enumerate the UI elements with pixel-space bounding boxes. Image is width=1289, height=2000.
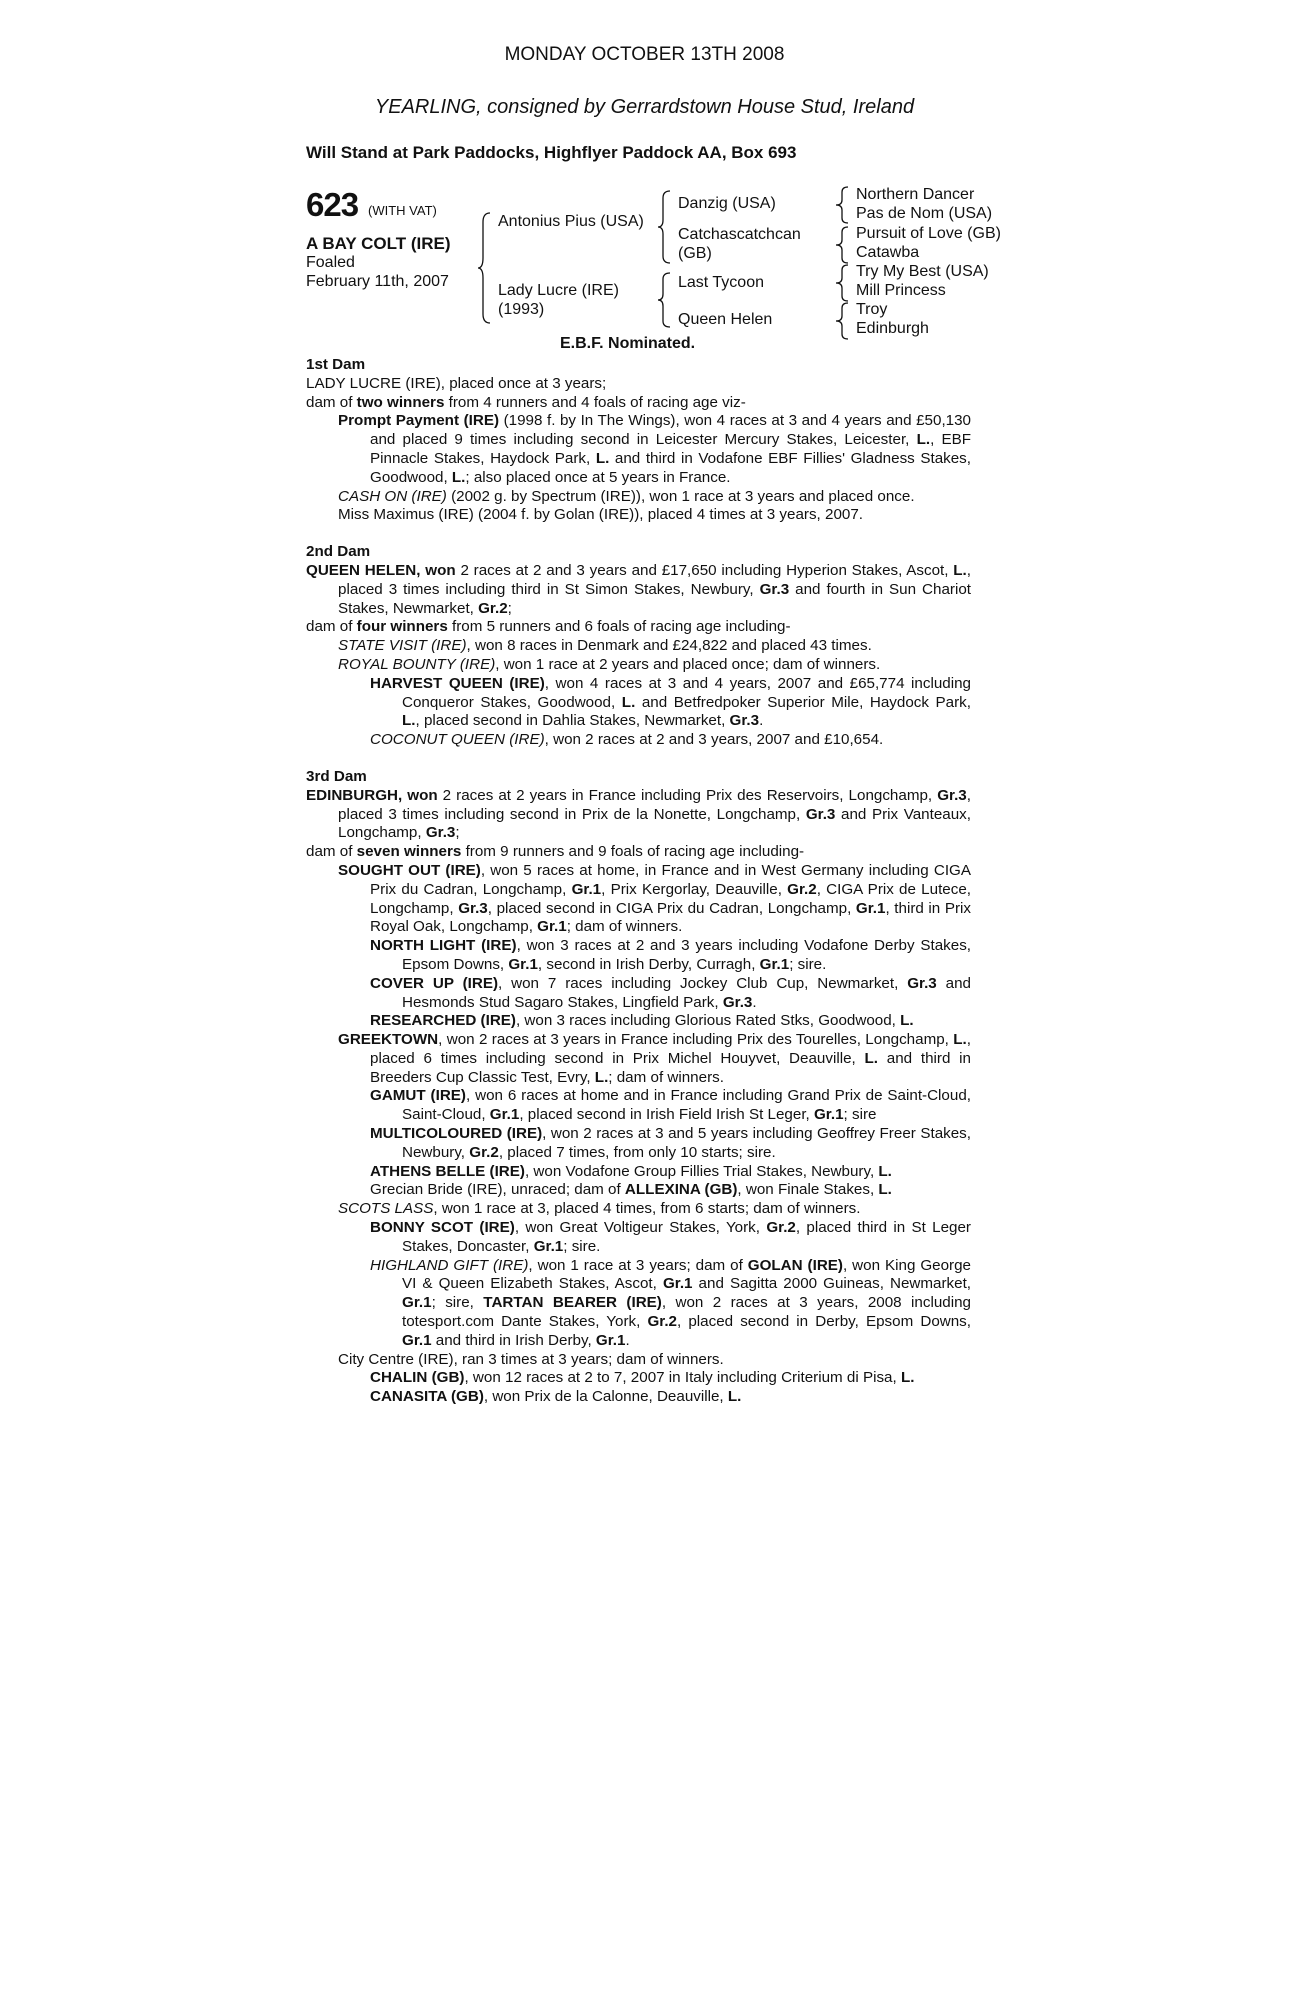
entry-miss-maximus: Miss Maximus (IRE) (2004 f. by Golan (IRE)), placed 4 times at 3 years, 2007. [338,506,863,524]
first-dam-summary: LADY LUCRE (IRE), placed once at 3 years; [306,374,607,392]
first-dam-heading: 1st Dam [306,356,366,373]
pedigree-dam-dam: Queen Helen [678,311,773,328]
entry-canasita: CANASITA (GB), won Prix de la Calonne, Deauville, L. [370,1388,742,1406]
entry-cash-on: CASH ON (IRE) (2002 g. by Spectrum (IRE)), won 1 race at 3 years and placed once. [338,487,915,505]
third-dam-produce-line: dam of seven winners from 9 runners and 9 foals of racing age including- [306,843,805,861]
lot-number: 623 [306,186,359,223]
pedigree-sss: Northern Dancer [856,186,975,203]
pedigree-dsd: Mill Princess [856,282,946,299]
entry-north-light: NORTH LIGHT (IRE), won 3 races at 2 and 3 years including Vodafone Derby Stakes, Epsom Downs, Gr.1, second in Irish Derby, Curragh, Gr.1; sire. [370,937,972,973]
pedigree-dam-year: (1993) [498,301,545,318]
pedigree-dam-sire: Last Tycoon [678,274,764,291]
entry-prompt-payment: Prompt Payment (IRE) (1998 f. by In The Wings), won 4 races at 3 and 4 years and £50,130 and placed 9 times including second in Leicester Mercury Stakes, Leicester, L., EBF Pinnacle Stakes, Haydock Park, L. and third in Vodafone EBF Fillies' Gladness Stakes, Goodwood, L.; also placed once at 5 years in France. [338,412,971,486]
lot-name: A BAY COLT (IRE) [306,234,451,253]
second-dam-produce-line: dam of four winners from 5 runners and 6 foals of racing age including- [306,618,791,636]
entry-state-visit: STATE VISIT (IRE), won 8 races in Denmark and £24,822 and placed 43 times. [338,637,872,655]
consignor-line: YEARLING, consigned by Gerrardstown House Stud, Ireland [374,96,915,118]
pedigree-sds: Pursuit of Love (GB) [856,225,1001,242]
ebf-nomination: E.B.F. Nominated. [560,335,696,352]
pedigree-ssd: Pas de Nom (USA) [856,205,993,222]
entry-city-centre: City Centre (IRE), ran 3 times at 3 years; dam of winners. [338,1350,724,1368]
vat-note: (WITH VAT) [368,203,437,218]
entry-gamut: GAMUT (IRE), won 6 races at home and in France including Grand Prix de Saint-Cloud, Saint-Cloud, Gr.1, placed second in Irish Field Irish St Leger, Gr.1; sire [370,1087,971,1124]
pedigree-brace-ds [836,264,850,302]
entry-bonny-scot: BONNY SCOT (IRE), won Great Voltigeur Stakes, York, Gr.2, placed third in St Leger Stakes, Doncaster, Gr.1; sire. [370,1219,971,1255]
stand-location: Will Stand at Park Paddocks, Highflyer Paddock AA, Box 693 [306,143,797,162]
entry-greektown: GREEKTOWN, won 2 races at 3 years in France including Prix des Tourelles, Longchamp, L., placed 6 times including second in Prix Michel Houyvet, Deauville, L. and third in Breeders Cup Classic Test, Evry, L.; dam of winners. [338,1031,972,1086]
third-dam-heading: 3rd Dam [306,767,367,785]
sale-date: MONDAY OCTOBER 13TH 2008 [504,44,785,65]
entry-researched: RESEARCHED (IRE), won 3 races including Glorious Rated Stks, Goodwood, L. [370,1012,914,1030]
second-dam-heading: 2nd Dam [306,543,371,561]
entry-highland-gift: HIGHLAND GIFT (IRE), won 1 race at 3 years; dam of GOLAN (IRE), won King George VI & Queen Elizabeth Stakes, Ascot, Gr.1 and Sagitta 2000 Guineas, Newmarket, Gr.1; sire, TARTAN BEARER (IRE), won 2 races at 3 years, 2008 including totesport.com Dante Stakes, York, Gr.2, placed second in Derby, Epsom Downs, Gr.1 and third in Irish Derby, Gr.1. [370,1256,972,1349]
pedigree-brace-sd [836,226,850,264]
entry-scots-lass: SCOTS LASS, won 1 race at 3, placed 4 times, from 6 starts; dam of winners. [338,1200,861,1218]
entry-coconut-queen: COCONUT QUEEN (IRE), won 2 races at 2 and 3 years, 2007 and £10,654. [370,731,884,749]
pedigree-sire-dam: Catchascatchcan [678,226,801,243]
pedigree-dss: Try My Best (USA) [856,263,989,280]
produce-record [306,356,971,1407]
foaled-label: Foaled [306,254,355,271]
pedigree-sdd: Catawba [856,244,920,261]
pedigree-dds: Troy [856,301,888,318]
entry-multicoloured: MULTICOLOURED (IRE), won 2 races at 3 and 5 years including Geoffrey Freer Stakes, Newbury, Gr.2, placed 7 times, from only 10 starts; sire. [370,1125,971,1161]
pedigree-sire: Antonius Pius (USA) [498,213,644,230]
pedigree-brace-dd [836,302,850,340]
pedigree-sire-sire: Danzig (USA) [678,195,776,212]
pedigree-ddd: Edinburgh [856,320,929,337]
pedigree-sire-dam-country: (GB) [678,245,712,262]
entry-queen-helen: QUEEN HELEN, won 2 races at 2 and 3 years and £17,650 including Hyperion Stakes, Ascot, L., placed 3 times including third in St Simon Stakes, Newbury, Gr.3 and fourth in Sun Chariot Stakes, Newmarket, Gr.2; [306,561,971,617]
entry-sought-out: SOUGHT OUT (IRE), won 5 races at home, in France and in West Germany including CIGA Prix du Cadran, Longchamp, Gr.1, Prix Kergorlay, Deauville, Gr.2, CIGA Prix de Lutece, Longchamp, Gr.3, placed second in CIGA Prix du Cadran, Longchamp, Gr.1, third in Prix Royal Oak, Longchamp, Gr.1; dam of winners. [338,861,972,936]
entry-chalin: CHALIN (GB), won 12 races at 2 to 7, 2007 in Italy including Criterium di Pisa, L. [370,1369,915,1387]
first-dam-produce-line: dam of two winners from 4 runners and 4 foals of racing age viz- [306,393,746,411]
entry-harvest-queen: HARVEST QUEEN (IRE), won 4 races at 3 and 4 years, 2007 and £65,774 including Conqueror Stakes, Goodwood, L. and Betfredpoker Superior Mile, Haydock Park, L., placed second in Dahlia Stakes, Newmarket, Gr.3. [370,674,971,730]
entry-athens-belle: ATHENS BELLE (IRE), won Vodafone Group Fillies Trial Stakes, Newbury, L. [370,1162,892,1180]
entry-grecian-bride: Grecian Bride (IRE), unraced; dam of ALLEXINA (GB), won Finale Stakes, L. [370,1181,892,1199]
foaled-date: February 11th, 2007 [306,273,449,290]
pedigree-brace-ss [836,186,850,224]
entry-edinburgh: EDINBURGH, won 2 races at 2 years in France including Prix des Reservoirs, Longchamp, Gr.3, placed 3 times including second in Prix de la Nonette, Longchamp, Gr.3 and Prix Vanteaux, Longchamp, Gr.3; [306,786,971,842]
pedigree-dam: Lady Lucre (IRE) [498,282,619,299]
pedigree-brace-main [478,212,492,324]
pedigree-brace-sire [658,190,672,264]
pedigree-brace-dam [658,272,672,328]
entry-cover-up: COVER UP (IRE), won 7 races including Jockey Club Cup, Newmarket, Gr.3 and Hesmonds Stud Sagaro Stakes, Lingfield Park, Gr.3. [370,974,971,1011]
entry-royal-bounty: ROYAL BOUNTY (IRE), won 1 race at 2 years and placed once; dam of winners. [338,655,881,673]
